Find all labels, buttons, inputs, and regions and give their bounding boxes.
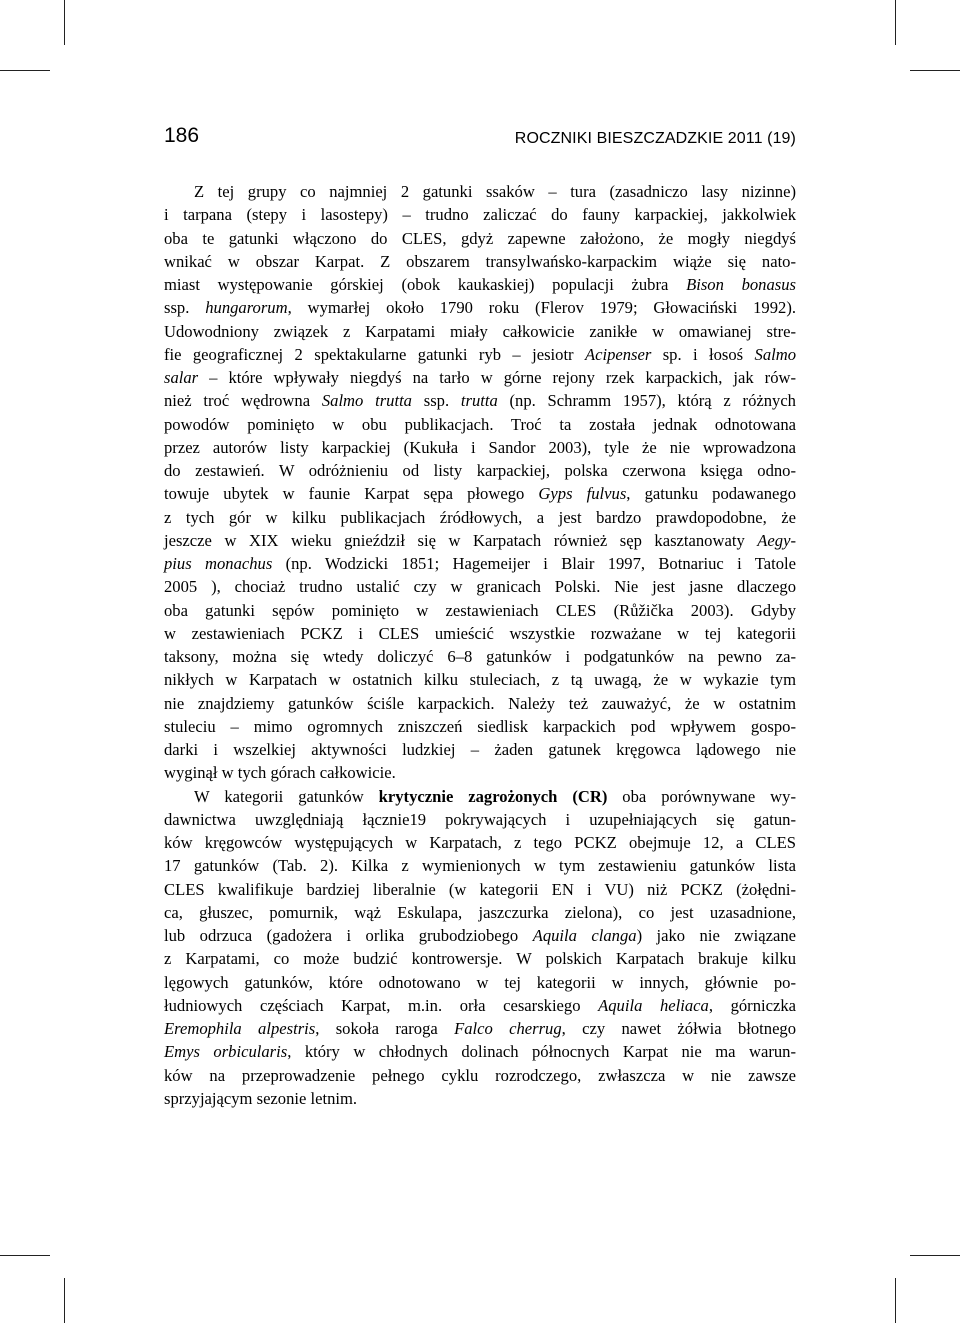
page-header (164, 124, 796, 154)
italic-text: hungarorum (205, 298, 288, 318)
italic-text: pius monachus (164, 554, 273, 573)
text-segment: 17 gatunków (Tab. 2). Kilka z wymienionych w tym zestawieniu gatunków lista (164, 856, 796, 876)
text-line (164, 436, 796, 459)
text-segment: stuleciu – mimo ogromnych zniszczeń siedlisk karpackich pod wpływem gospo- (164, 716, 796, 736)
italic-text: Emys orbicularis (164, 1042, 288, 1062)
text-line (164, 343, 796, 366)
text-segment: , czy nawet żółwia błotnego (561, 1019, 797, 1038)
text-line (164, 296, 796, 319)
text-line (164, 389, 796, 412)
running-title: ROCZNIKI BIESZCZADZKIE 2011 (19) (514, 130, 796, 147)
text-line (164, 692, 796, 715)
text-segment: 2005 ), chociaż trudno ustalić czy w granicach Polski. Nie jest jasne dlaczego (164, 577, 796, 597)
text-segment: dawnictwa uwzględniają łącznie19 pokrywających i uzupełniających się gatun- (164, 809, 796, 829)
text-segment: , który w chłodnych dolinach północnych Karpat nie ma warun- (287, 1042, 796, 1062)
crop-mark-bottom-right-h (910, 1255, 960, 1256)
text-segment: powodów pominięto w obu publikacjach. Troć ta została jednak odnotowana (164, 414, 796, 434)
text-line (164, 761, 796, 784)
italic-text: Aquila clanga (532, 926, 637, 945)
text-segment: wnikać w obszar Karpat. Z obszarem transylwańsko-karpackim wiąże się nato- (164, 251, 796, 271)
text-line (164, 901, 796, 924)
text-segment: ssp. (164, 298, 206, 318)
text-segment: taksony, można się wtedy doliczyć 6–8 gatunków i podgatunków na pewno za- (164, 647, 796, 666)
crop-mark-bottom-right (895, 1278, 896, 1323)
text-line (164, 1087, 796, 1110)
italic-text: salar (164, 368, 199, 387)
text-segment: do zestawień. W odróżnieniu od listy karpackiej, polska czerwona księga odno- (164, 461, 796, 480)
text-line (164, 715, 796, 738)
italic-text: Aegy- (757, 530, 796, 550)
text-segment: , gatunku podawanego (626, 484, 797, 504)
crop-mark-top-right-h (910, 70, 960, 71)
text-line (164, 227, 796, 250)
text-line (164, 947, 796, 970)
text-segment: jeszcze w XIX wieku gnieździł się w Karpatach również sęp kasztanowaty (164, 530, 758, 550)
text-segment: przez autorów listy karpackiej (Kukuła i Sandor 2003), tyle że nie wprowadzona (164, 437, 796, 457)
text-segment: łudniowych częściach Karpat, m.in. orła cesarskiego (164, 995, 599, 1015)
text-line (164, 529, 796, 552)
text-segment: lęgowych gatunków, które odnotowano w tej kategorii w innych, głównie po- (164, 972, 796, 992)
text-line (164, 622, 796, 645)
text-line (164, 366, 796, 389)
text-segment: CLES kwalifikuje bardziej liberalnie (w kategorii EN i VU) niż PCKZ (żołędni- (164, 879, 796, 899)
italic-text: Falco cherrug (454, 1019, 562, 1038)
text-line (164, 854, 796, 877)
text-line (164, 599, 796, 622)
text-segment: z Karpatami, co może budzić kontrowersje. W polskich Karpatach brakuje kilku (164, 949, 796, 969)
text-segment: wyginął w tych górach całkowicie. (164, 763, 396, 783)
text-line (164, 785, 796, 808)
text-line (164, 506, 796, 529)
text-line (164, 878, 796, 901)
text-line (164, 831, 796, 854)
text-segment: w zestawieniach PCKZ i CLES umieścić wszystkie rozważane w tej kategorii (164, 623, 796, 643)
text-segment: lub odrzuca (gadożera i orlika grubodziobego (164, 926, 533, 945)
text-line (164, 994, 796, 1017)
italic-text: Salmo (754, 344, 796, 364)
page-number: 186 (164, 124, 200, 147)
text-line (164, 413, 796, 436)
text-segment: Udowodniony związek z Karpatami miały całkowicie zanikłe w omawianej stre- (164, 321, 796, 341)
text-line (164, 971, 796, 994)
text-line (164, 180, 796, 203)
text-line (164, 320, 796, 343)
italic-text: Salmo trutta (321, 391, 412, 411)
text-line (164, 808, 796, 831)
text-line (164, 738, 796, 761)
crop-mark-top-left-h (0, 70, 50, 71)
text-segment: towuje ubytek w faunie Karpat sępa płowego (164, 484, 539, 504)
text-line (164, 1040, 796, 1063)
text-segment: darki i wszelkiej aktywności ludzkiej – żaden gatunek kręgowca lądowego nie (164, 740, 796, 759)
text-line (164, 1064, 796, 1087)
text-segment: nież troć wędrowna (164, 391, 322, 411)
text-segment: ca, głuszec, pomurnik, wąż Eskulapa, jaszczurka zielona), co jest uzasadnione, (164, 902, 796, 922)
text-segment: W kategorii gatunków (194, 786, 379, 806)
text-segment: ) jako nie związane (636, 926, 797, 945)
italic-text: Aquila heliaca (598, 995, 709, 1015)
text-line (164, 250, 796, 273)
text-segment: sp. i łosoś (651, 344, 755, 364)
text-segment: sprzyjającym sezonie letnim. (164, 1088, 358, 1108)
italic-text: Eremophila alpestris (164, 1019, 316, 1038)
text-segment: nie znajdziemy gatunków ściśle karpackich. Należy też zauważyć, że w ostatnim (164, 693, 796, 713)
text-segment: miast występowanie górskiej (obok kaukaskiej) populacji żubra (164, 275, 687, 294)
text-segment: , wymarłej około 1790 roku (Flerov 1979; Głowaciński 1992). (287, 298, 796, 318)
paragraph-1 (164, 180, 796, 785)
text-line (164, 668, 796, 691)
text-segment: (np. Wodzicki 1851; Hagemeijer i Blair 1997, Botnariuc i Tatole (272, 554, 796, 573)
text-segment: oba porównywane wy- (607, 786, 796, 806)
text-segment: (np. Schramm 1957), którą z różnych (497, 391, 796, 411)
text-segment: i tarpana (stepy i lasostepy) – trudno zaliczać do fauny karpackiej, jakkolwiek (164, 205, 796, 225)
text-line (164, 1017, 796, 1040)
crop-mark-top-left (64, 0, 65, 45)
text-segment: , sokoła raroga (315, 1019, 455, 1038)
text-line (164, 482, 796, 505)
text-segment: Z tej grupy co najmniej 2 gatunki ssaków – tura (zasadniczo lasy nizinne) (194, 182, 796, 201)
crop-mark-bottom-left (64, 1278, 65, 1323)
italic-text: Gyps fulvus (538, 484, 627, 504)
text-segment: – które wpływały niegdyś na tarło w górne rejony rzek karpackich, jak rów- (198, 368, 796, 387)
text-line (164, 645, 796, 668)
crop-mark-top-right (895, 0, 896, 45)
text-line (164, 273, 796, 296)
text-segment: nikłych w Karpatach w ostatnich kilku stuleciach, z tą uwagą, że w wykazie tym (164, 670, 796, 690)
crop-mark-bottom-left-h (0, 1255, 50, 1256)
text-segment: ków na przeprowadzenie pełnego cyklu rozrodczego, zwłaszcza w nie zawsze (164, 1065, 796, 1085)
text-segment: ków kręgowców występujących w Karpatach, z tego PCKZ obejmuje 12, a CLES (164, 833, 796, 852)
body-text (164, 180, 796, 1110)
text-segment: oba gatunki sępów pominięto w zestawieniach CLES (Růžička 2003). Gdyby (164, 600, 796, 620)
text-line (164, 459, 796, 482)
text-segment: fie geograficznej 2 spektakularne gatunki ryb – jesiotr (164, 344, 585, 364)
text-line (164, 203, 796, 226)
italic-text: Acipenser (584, 344, 652, 364)
text-line (164, 552, 796, 575)
text-segment: oba te gatunki włączono do CLES, gdyż zapewne założono, że mogły niegdyś (164, 228, 796, 248)
italic-text: trutta (460, 391, 498, 411)
paragraph-2 (164, 785, 796, 1111)
text-line (164, 575, 796, 598)
text-segment: z tych gór w kilku publikacjach źródłowych, a jest bardzo prawdopodobne, że (164, 507, 796, 527)
text-segment: ssp. (411, 391, 461, 411)
bold-text: krytycznie zagrożonych (CR) (378, 786, 608, 806)
italic-text: Bison bonasus (686, 275, 796, 294)
text-segment: , górniczka (708, 995, 796, 1015)
text-line (164, 924, 796, 947)
